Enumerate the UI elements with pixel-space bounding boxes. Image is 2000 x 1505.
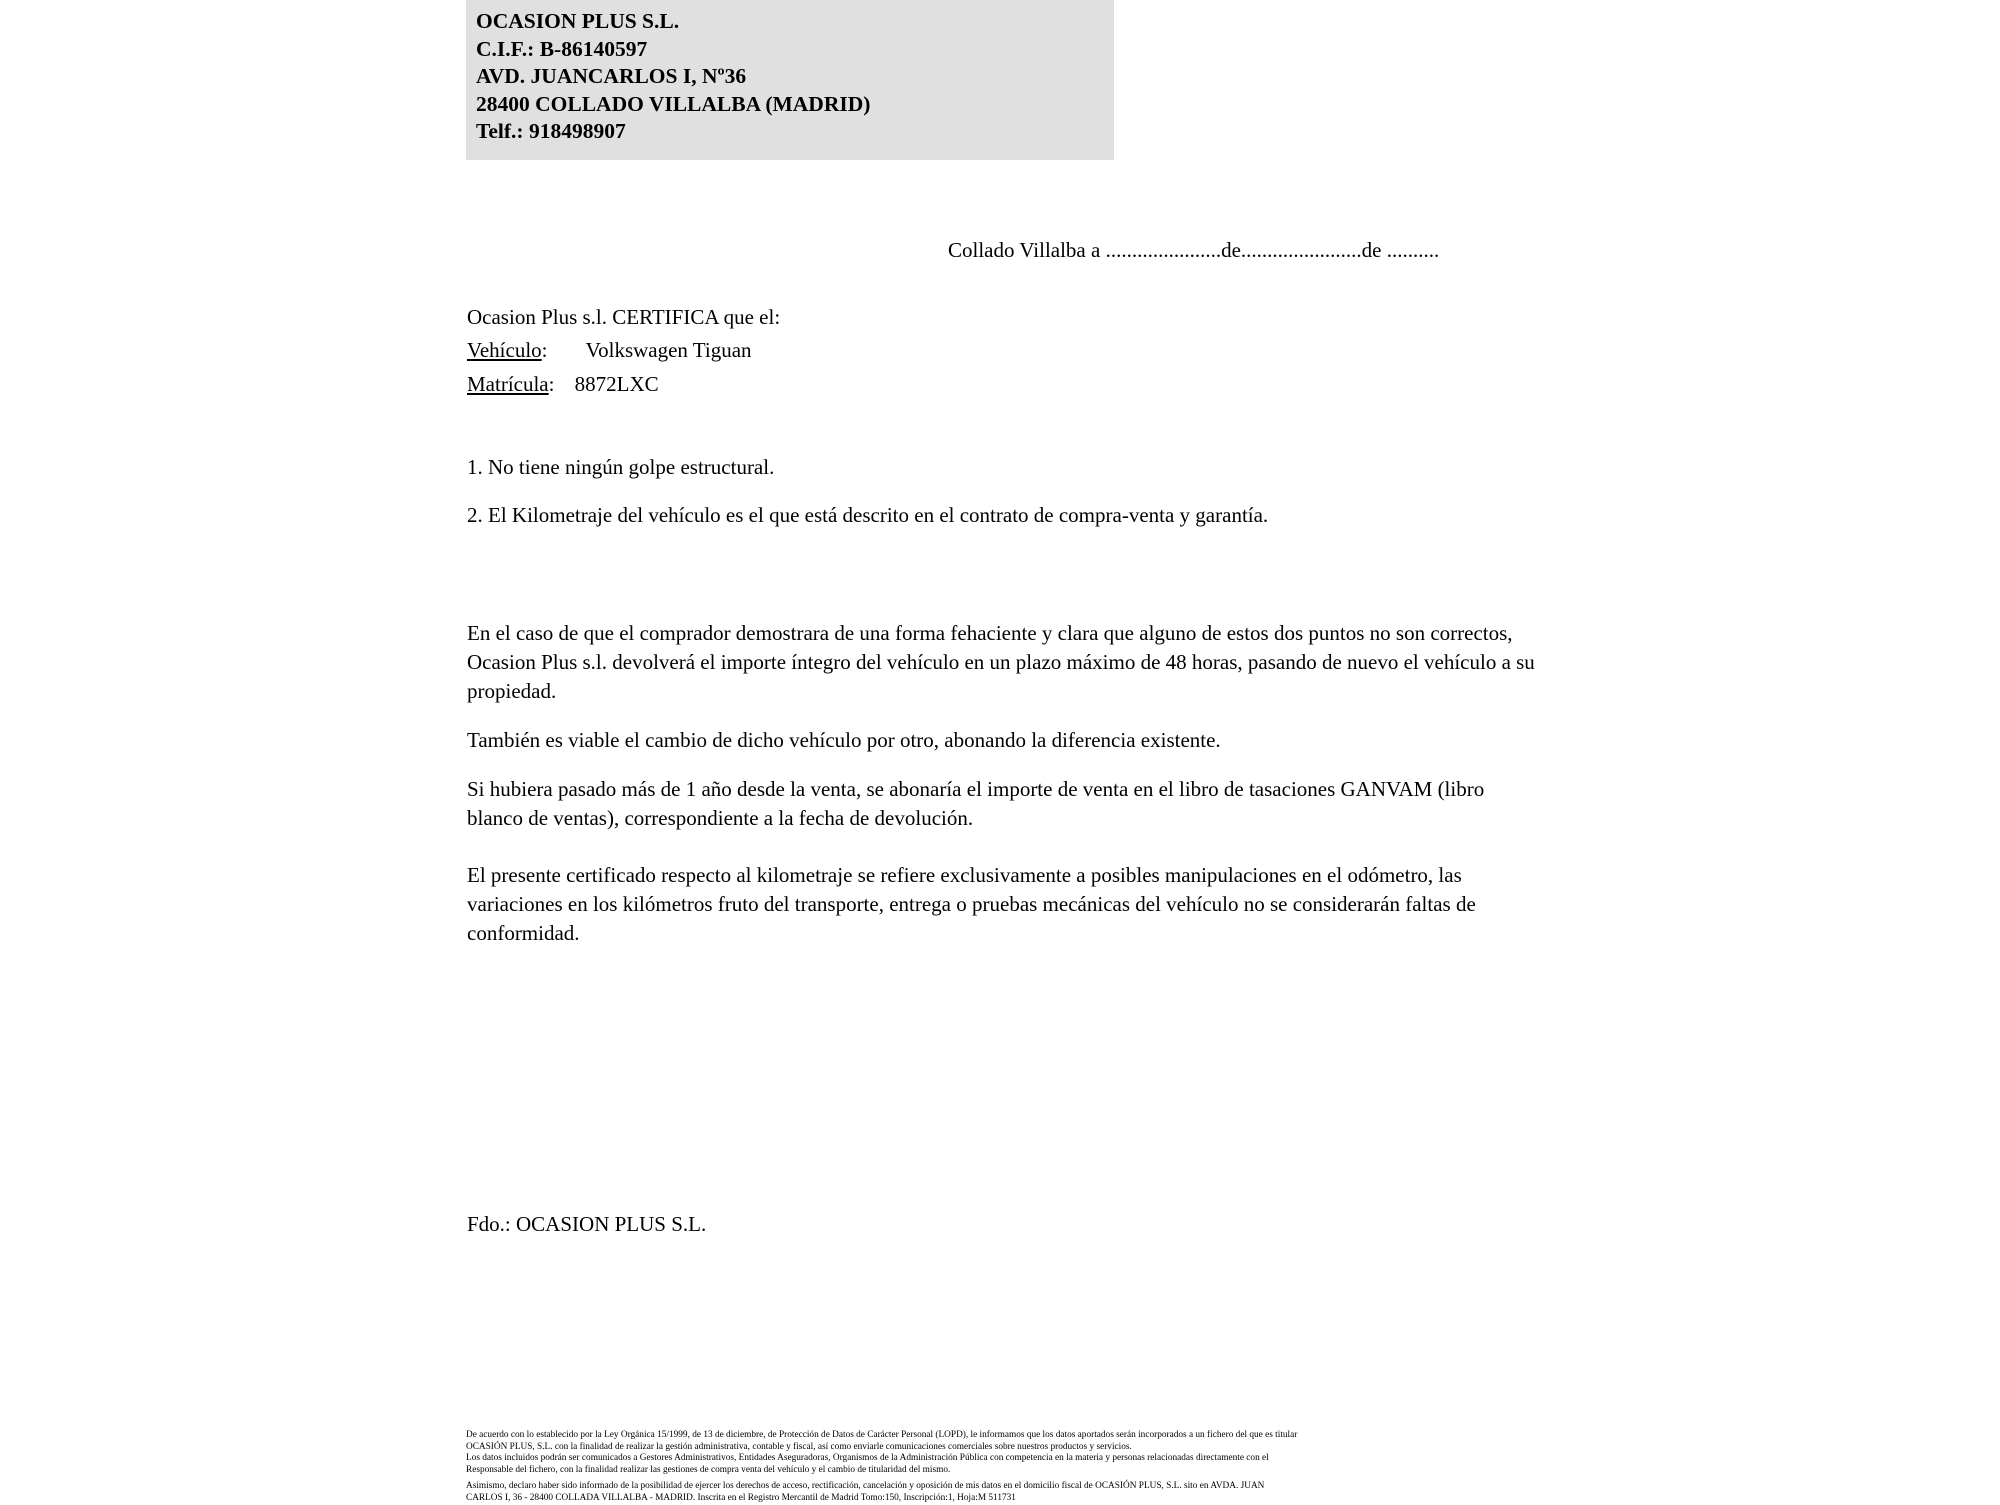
letterhead-block: [466, 0, 1114, 160]
certification-intro: Ocasion Plus s.l. CERTIFICA que el:: [467, 305, 781, 329]
letterhead-phone: Telf.: 918498907: [476, 119, 626, 143]
legal-block1-line2: OCASIÓN PLUS, S.L. con la finalidad de realizar la gestión administrativa, contable y fiscal, así como enviarle comunicaciones comerciales sobre nuestros productos y servicios.: [466, 1441, 1132, 1452]
letterhead-address: AVD. JUANCARLOS I, Nº36: [476, 64, 747, 88]
legal-block3-line1: Asimismo, declaro haber sido informado de la posibilidad de ejercer los derechos de acceso, rectificación, cancelación y oposición de mis datos en el domicilio fiscal de OCASIÓN PLUS, S.L. sito en AVDA. JUAN: [466, 1481, 1265, 1492]
certified-point-2: 2. El Kilometraje del vehículo es el que está descrito en el contrato de compra-venta y garantía.: [467, 503, 1269, 527]
paragraph-odometer-scope: El presente certificado respecto al kilometraje se refiere exclusivamente a posibles manipulaciones en el odómetro, las variaciones en los kilómetros fruto del transporte, entrega o pruebas mecánicas del vehículo no se considerarán faltas de conformidad.: [467, 863, 1476, 945]
letterhead-city: 28400 COLLADO VILLALBA (MADRID): [476, 91, 871, 116]
legal-footnote: [466, 1430, 1554, 1505]
plate-field-separator: :: [548, 372, 555, 396]
vehicle-field-value: Volkswagen Tiguan: [585, 338, 752, 362]
letterhead-cif: C.I.F.: B-86140597: [476, 36, 648, 61]
vehicle-field-row: [467, 338, 752, 363]
vehicle-field-separator: :: [541, 338, 548, 362]
signature-line: Fdo.: OCASION PLUS S.L.: [467, 1212, 707, 1236]
plate-field-row: [467, 372, 659, 397]
plate-field-label: Matrícula: [467, 372, 549, 396]
vehicle-field-label: Vehículo: [467, 338, 542, 362]
letterhead-company-name: OCASION PLUS S.L.: [476, 9, 680, 33]
legal-block3-line2: CARLOS I, 36 - 28400 COLLADA VILLALBA - MADRID. Inscrita en el Registro Mercantil de Madrid Tomo:150, Inscripción:1, Hoja:M 511731: [466, 1492, 1016, 1503]
certified-point-1: 1. No tiene ningún golpe estructural.: [467, 455, 775, 479]
legal-block2-line2: Responsable del fichero, con la finalidad realizar las gestiones de compra venta del vehículo y el cambio de titularidad del mismo.: [466, 1464, 951, 1475]
legal-block1-line1: De acuerdo con lo establecido por la Ley Orgánica 15/1999, de 13 de diciembre, de Protección de Datos de Carácter Personal (LOPD), le informamos que los datos aportados serán incorporados a un fichero del que es titular: [466, 1430, 1298, 1440]
paragraph-one-year-clause: Si hubiera pasado más de 1 año desde la venta, se abonaría el importe de venta en el libro de tasaciones GANVAM (libro blanco de ventas), correspondiente a la fecha de devolución.: [467, 777, 1485, 830]
paragraph-exchange-option: También es viable el cambio de dicho vehículo por otro, abonando la diferencia existente.: [467, 728, 1221, 752]
paragraph-refund-terms: En el caso de que el comprador demostrara de una forma fehaciente y clara que alguno de estos dos puntos no son correctos, Ocasion Plus s.l. devolverá el importe íntegro del vehículo en un plazo máximo de 48 horas, pasando de nuevo el vehículo a su propiedad.: [467, 621, 1535, 703]
plate-field-value: 8872LXC: [574, 372, 659, 396]
legal-block2-line1: Los datos incluidos podrán ser comunicados a Gestores Administrativos, Entidades Aseguradoras, Organismos de la Administración Pública con competencia en la materia y personas relacionadas directamente con el: [466, 1453, 1269, 1464]
place-and-date-line: Collado Villalba a ......................de.......................de ..........: [948, 238, 1440, 262]
